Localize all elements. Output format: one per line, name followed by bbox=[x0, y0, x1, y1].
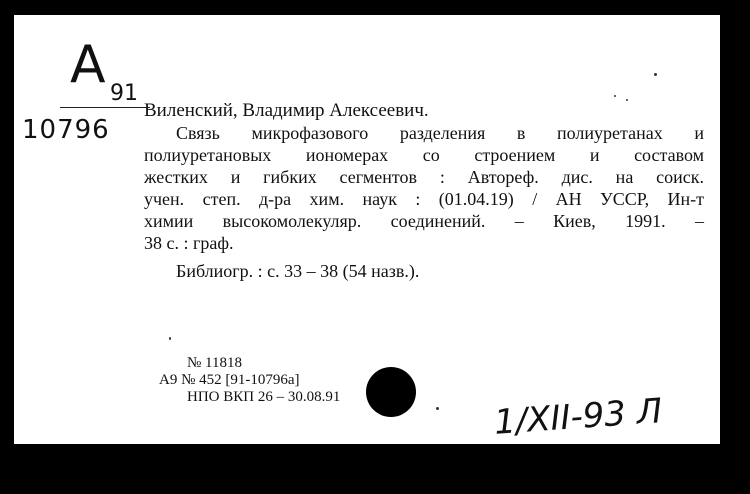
entry-line: химии высокомолекуляр. соединений. – Киев, 1991. – bbox=[144, 211, 704, 231]
bibliographic-entry bbox=[144, 100, 704, 282]
ink-speck bbox=[654, 73, 657, 76]
entry-line: полиуретановых иономерах со строением и составом bbox=[144, 145, 704, 165]
ink-speck bbox=[626, 99, 628, 101]
entry-line: жестких и гибких сегментов : Автореф. дис. на соиск. bbox=[144, 167, 704, 187]
call-number-sub: 91 bbox=[110, 81, 138, 106]
punch-hole bbox=[366, 367, 416, 417]
accession-number: № 11818 bbox=[187, 355, 243, 371]
accession-stamp bbox=[159, 355, 340, 406]
handwritten-date-note: 1/XII-93 Л bbox=[492, 391, 664, 443]
catalog-card bbox=[14, 15, 720, 444]
ink-speck bbox=[436, 407, 439, 410]
call-number-letter: A bbox=[70, 35, 104, 95]
ink-speck bbox=[614, 95, 616, 97]
shelf-record: А9 № 452 [91-10796а] bbox=[159, 372, 300, 388]
entry-line: учен. степ. д-ра хим. наук : (01.04.19) / АН УССР, Ин-т bbox=[144, 189, 704, 209]
author-heading: Виленский, Владимир Алексеевич. bbox=[144, 100, 429, 121]
ink-speck bbox=[169, 337, 171, 340]
call-number-divider bbox=[60, 107, 150, 108]
bibliography-note: Библиогр. : с. 33 – 38 (54 назв.). bbox=[176, 261, 420, 281]
call-number: 10796 bbox=[22, 115, 110, 145]
entry-line: 38 с. : граф. bbox=[144, 233, 234, 253]
entry-line: Связь микрофазового разделения в полиуретанах и bbox=[176, 123, 704, 143]
registry-date: НПО ВКП 26 – 30.08.91 bbox=[187, 389, 341, 405]
